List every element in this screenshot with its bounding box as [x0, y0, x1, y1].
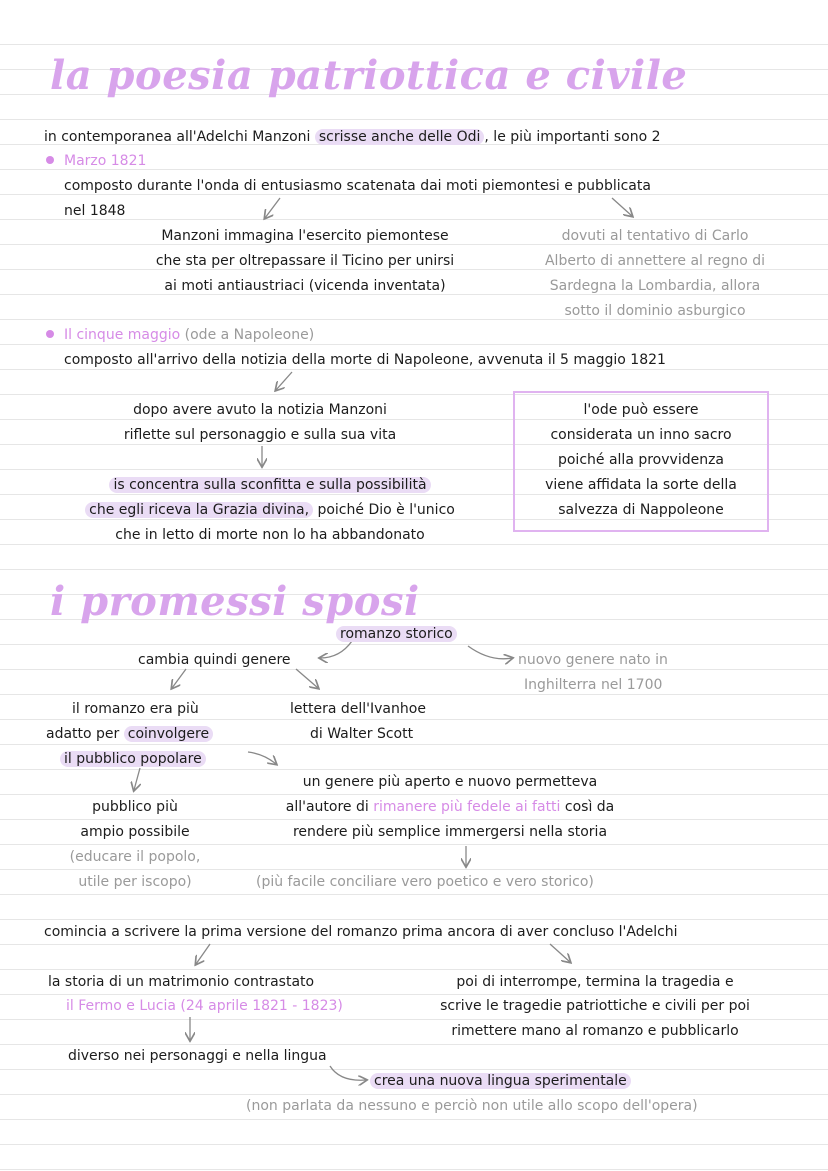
arrow-comincia-right: [550, 944, 570, 962]
marzo-right-4: sotto il dominio asburgico: [564, 303, 746, 319]
vero-poetico: (più facile conciliare vero poetico e vero storico): [256, 874, 594, 890]
poi-2: scrive le tragedie patriottiche e civili per poi: [440, 998, 750, 1014]
box-line-5: salvezza di Nappoleone: [558, 502, 724, 518]
marzo-left-1: Manzoni immagina l'esercito piemontese: [161, 228, 449, 244]
marzo-right-3: Sardegna la Lombardia, allora: [549, 278, 761, 294]
maggio-left2-1: is concentra sulla sconfitta e sulla possibilità: [40, 476, 500, 494]
marzo-desc-line1: composto durante l'onda di entusiasmo scatenata dai moti piemontesi e pubblicata: [64, 178, 651, 194]
marzo-heading: Marzo 1821: [64, 153, 147, 169]
arrow-comincia-left: [196, 944, 210, 964]
educare-2: utile per iscopo): [78, 874, 192, 890]
genere-line-1: un genere più aperto e nuovo permetteva: [302, 774, 598, 790]
box-line-2: considerata un inno sacro: [550, 427, 732, 443]
fermo-lucia: il Fermo e Lucia (24 aprile 1821 - 1823): [66, 998, 343, 1014]
non-parlata: (non parlata da nessuno e perciò non utile allo scopo dell'opera): [246, 1098, 698, 1114]
bullet-maggio: [46, 330, 54, 338]
arrow-romanzo-nuovo: [468, 646, 512, 659]
arrow-marzo-left: [265, 198, 280, 218]
marzo-right-2: Alberto di annettere al regno di: [544, 253, 766, 269]
maggio-left1-1: dopo avere avuto la notizia Manzoni: [133, 402, 387, 418]
maggio-left2-3: che in letto di morte non lo ha abbandonato: [115, 527, 425, 543]
walter-scott: di Walter Scott: [310, 726, 414, 742]
left-romanzo-a: il romanzo era più: [72, 701, 199, 717]
box-line-4: viene affidata la sorte della: [545, 477, 737, 493]
genere-line-2: all'autore di rimanere più fedele ai fatti così da: [285, 799, 615, 815]
poi-3: rimettere mano al romanzo e pubblicarlo: [451, 1023, 739, 1039]
arrow-popolare-genere: [248, 752, 276, 764]
nuovo-genere-1: nuovo genere nato in: [518, 652, 668, 668]
section1-title: la poesia patriottica e civile: [50, 52, 688, 99]
arrow-cambia-left: [172, 669, 186, 688]
marzo-left-3: ai moti antiaustriaci (vicenda inventata): [164, 278, 446, 294]
pubblico-1: pubblico più: [92, 799, 178, 815]
bullet-marzo: [46, 156, 54, 164]
diverso: diverso nei personaggi e nella lingua: [68, 1048, 327, 1064]
maggio-heading: Il cinque maggio (ode a Napoleone): [64, 327, 315, 343]
nuovo-genere-2: Inghilterra nel 1700: [524, 677, 663, 693]
maggio-left1-2: riflette sul personaggio e sulla sua vita: [123, 427, 397, 443]
crea-lingua: crea una nuova lingua sperimentale: [370, 1072, 631, 1090]
arrow-diverso-crea: [330, 1066, 366, 1080]
arrow-maggio-down: [276, 372, 292, 390]
maggio-left2-2: che egli riceva la Grazia divina, poiché Dio è l'unico: [40, 501, 500, 519]
left-romanzo-b: adatto per coinvolgere: [46, 725, 213, 743]
arrow-popolare-pubblico: [134, 768, 140, 790]
poi-1: poi di interrompe, termina la tragedia e: [456, 974, 734, 990]
comincia: comincia a scrivere la prima versione del romanzo prima ancora di aver concluso l'Adelchi: [44, 924, 678, 940]
marzo-left-2: che sta per oltrepassare il Ticino per unirsi: [155, 253, 455, 269]
romanzo-storico: romanzo storico: [336, 625, 457, 643]
intro-highlight: scrisse anche delle Odi: [315, 129, 485, 145]
genere-line-3: rendere più semplice immergersi nella storia: [292, 824, 608, 840]
arrow-cambia-right: [296, 669, 318, 688]
pubblico-2: ampio possibile: [80, 824, 190, 840]
lettera-ivanhoe: lettera dell'Ivanhoe: [290, 701, 426, 717]
cambia-genere: cambia quindi genere: [138, 652, 291, 668]
left-romanzo-c: il pubblico popolare: [60, 750, 206, 768]
educare-1: (educare il popolo,: [69, 849, 201, 865]
section1-intro: in contemporanea all'Adelchi Manzoni scrisse anche delle Odi , le più importanti sono 2: [44, 129, 661, 145]
box-line-1: l'ode può essere: [583, 402, 699, 418]
section2-title: i promessi sposi: [50, 578, 420, 625]
marzo-desc-line2: nel 1848: [64, 203, 126, 219]
box-line-3: poiché alla provvidenza: [557, 452, 725, 468]
storia-matrimonio: la storia di un matrimonio contrastato: [48, 974, 315, 990]
arrow-marzo-right: [612, 198, 632, 216]
maggio-desc: composto all'arrivo della notizia della morte di Napoleone, avvenuta il 5 maggio 1821: [64, 352, 666, 368]
marzo-right-1: dovuti al tentativo di Carlo: [561, 228, 749, 244]
arrow-romanzo-cambia: [320, 641, 352, 658]
